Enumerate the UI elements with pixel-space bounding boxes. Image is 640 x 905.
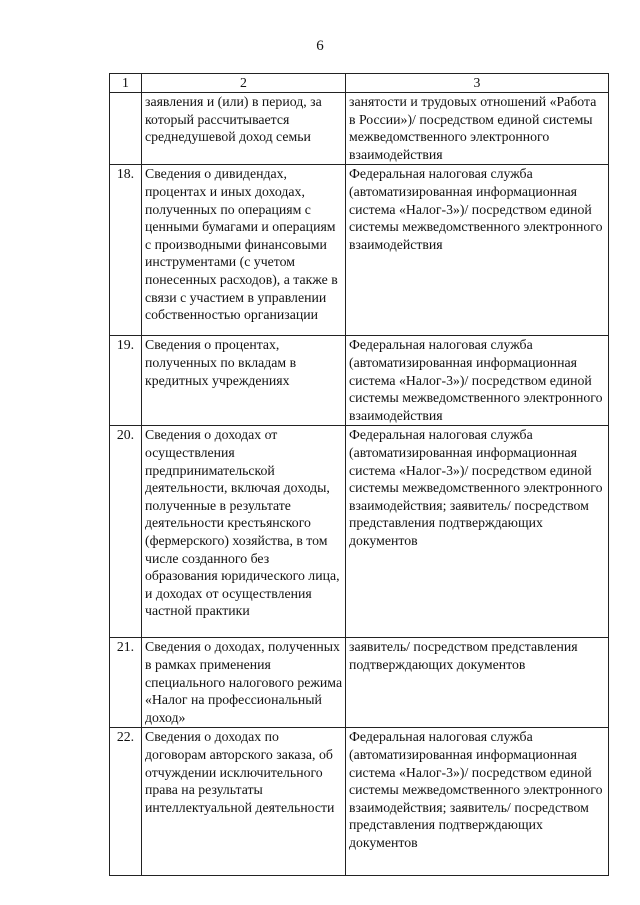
info-cell: Сведения о доходах, полученных в рамках применения специального налогового режима «Налог на профессиональный доход» [142,638,346,728]
source-cell: Федеральная налоговая служба (автоматизированная информационная система «Налог-3»)/ посредством единой системы межведомственного электронного взаимодействия [346,165,609,336]
page-number: 6 [316,38,324,54]
row-number [110,93,142,165]
row-number: 19. [110,336,142,426]
info-cell: Сведения о доходах по договорам авторского заказа, об отчуждении исключительного права на результаты интеллектуальной деятельности [142,728,346,876]
column-header-1: 1 [110,74,142,93]
row-number: 22. [110,728,142,876]
table-row [110,93,609,165]
source-cell: Федеральная налоговая служба (автоматизированная информационная система «Налог-3»)/ посредством единой системы межведомственного электронного взаимодействия [346,336,609,426]
table-row [110,638,609,728]
column-header-2: 2 [142,74,346,93]
info-cell: Сведения о процентах, полученных по вкладам в кредитных учреждениях [142,336,346,426]
info-cell: Сведения о дивидендах, процентах и иных доходах, полученных по операциям с ценными бумагами и операциям с производными финансовыми инструментами (с учетом понесенных расходов), а также в связи с участием в управлении собственностью организации [142,165,346,336]
info-cell: Сведения о доходах от осуществления предпринимательской деятельности, включая доходы, полученные в результате деятельности крестьянского (фермерского) хозяйства, в том числе созданного без образования юридического лица, и доходах от осуществления частной практики [142,426,346,638]
table-row [110,165,609,336]
row-number: 18. [110,165,142,336]
documents-table [109,73,609,876]
source-cell: Федеральная налоговая служба (автоматизированная информационная система «Налог-3»)/ посредством единой системы межведомственного электронного взаимодействия; заявитель/ посредством представления подтверждающих документов [346,426,609,638]
table-row [110,728,609,876]
source-cell: занятости и трудовых отношений «Работа в России»)/ посредством единой системы межведомственного электронного взаимодействия [346,93,609,165]
source-cell: заявитель/ посредством представления подтверждающих документов [346,638,609,728]
table-row [110,336,609,426]
row-number: 20. [110,426,142,638]
row-number: 21. [110,638,142,728]
info-cell: заявления и (или) в период, за который рассчитывается среднедушевой доход семьи [142,93,346,165]
table-header-row [110,74,609,93]
column-header-3: 3 [346,74,609,93]
source-cell: Федеральная налоговая служба (автоматизированная информационная система «Налог-3»)/ посредством единой системы межведомственного электронного взаимодействия; заявитель/ посредством представления подтверждающих документов [346,728,609,876]
table-row [110,426,609,638]
